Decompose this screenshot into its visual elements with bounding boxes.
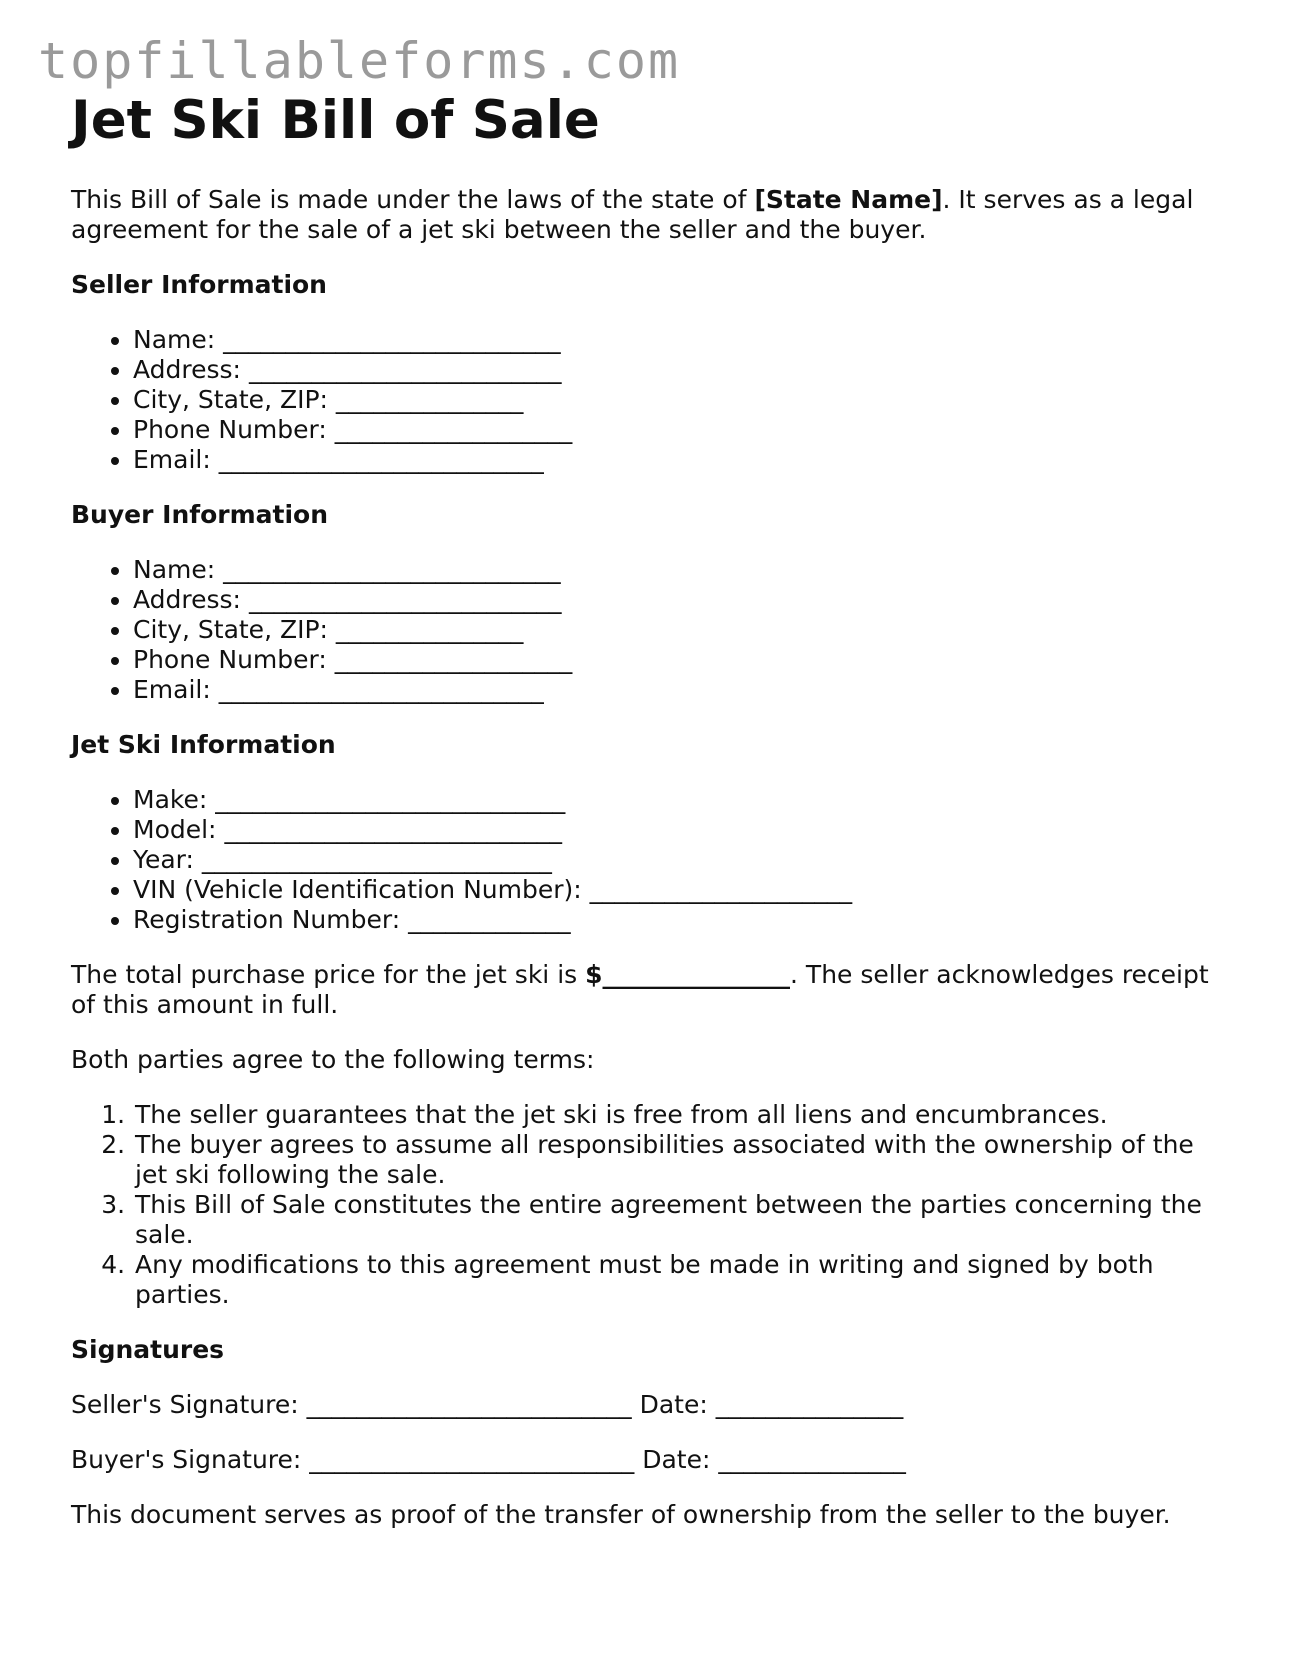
buyer-signature-line[interactable]: Buyer's Signature: __________________________ Date: _______________ bbox=[71, 1445, 906, 1474]
term-item: 1. The seller guarantees that the jet ski is free from all liens and encumbrances. bbox=[133, 1100, 1231, 1130]
jetski-make-field bbox=[133, 785, 1231, 815]
seller-signature-line[interactable]: Seller's Signature: __________________________ Date: _______________ bbox=[71, 1390, 904, 1419]
seller-city-state-zip-field bbox=[133, 385, 1231, 415]
jetski-heading: Jet Ski Information bbox=[71, 730, 336, 759]
intro-prefix: This Bill of Sale is made under the laws of the state of bbox=[71, 185, 755, 214]
seller-email-blank[interactable]: __________________________ bbox=[218, 445, 544, 474]
buyer-city-state-zip-field bbox=[133, 615, 1231, 645]
buyer-name-field bbox=[133, 555, 1231, 585]
field-label: Name: bbox=[133, 325, 224, 354]
term-item: 4. Any modifications to this agreement must be made in writing and signed by both parties. bbox=[133, 1250, 1231, 1310]
term-item: 2. The buyer agrees to assume all responsibilities associated with the ownership of the jet ski following the sale. bbox=[133, 1130, 1231, 1190]
buyer-fields-list bbox=[71, 555, 1231, 705]
price-suffix: . The seller acknowledges receipt of this amount in full. bbox=[71, 960, 1209, 1019]
seller-phone-blank[interactable]: ___________________ bbox=[334, 415, 573, 444]
seller-heading: Seller Information bbox=[71, 270, 327, 299]
buyer-email-blank[interactable]: __________________________ bbox=[218, 675, 544, 704]
price-paragraph bbox=[71, 960, 1231, 1020]
buyer-phone-field bbox=[133, 645, 1231, 675]
field-label: Address: bbox=[133, 355, 249, 384]
field-label: Email: bbox=[133, 445, 219, 474]
buyer-city-state-zip-blank[interactable]: _______________ bbox=[335, 615, 524, 644]
buyer-email-field bbox=[133, 675, 1231, 705]
buyer-address-field bbox=[133, 585, 1231, 615]
seller-city-state-zip-blank[interactable]: _______________ bbox=[335, 385, 524, 414]
signatures-heading: Signatures bbox=[71, 1335, 225, 1364]
seller-name-field bbox=[133, 325, 1231, 355]
buyer-name-blank[interactable]: ___________________________ bbox=[223, 555, 561, 584]
seller-address-field bbox=[133, 355, 1231, 385]
closing-statement: This document serves as proof of the transfer of ownership from the seller to the buyer. bbox=[71, 1500, 1171, 1529]
field-label: Model: bbox=[133, 815, 225, 844]
jetski-year-blank[interactable]: ____________________________ bbox=[201, 845, 552, 874]
price-amount-blank[interactable]: $_______________ bbox=[585, 960, 791, 989]
state-name-placeholder: [State Name] bbox=[754, 185, 943, 214]
buyer-heading: Buyer Information bbox=[71, 500, 329, 529]
jetski-registration-field bbox=[133, 905, 1231, 935]
jetski-make-blank[interactable]: ____________________________ bbox=[215, 785, 566, 814]
field-label: Name: bbox=[133, 555, 224, 584]
page-title: Jet Ski Bill of Sale bbox=[71, 90, 600, 151]
seller-phone-field bbox=[133, 415, 1231, 445]
field-label: Address: bbox=[133, 585, 249, 614]
seller-address-blank[interactable]: _________________________ bbox=[248, 355, 562, 384]
field-label: Phone Number: bbox=[133, 645, 335, 674]
intro-paragraph bbox=[71, 185, 1231, 245]
document-body bbox=[71, 185, 1231, 1555]
jetski-fields-list bbox=[71, 785, 1231, 935]
field-label: VIN (Vehicle Identification Number): bbox=[133, 875, 590, 904]
field-label: Registration Number: bbox=[133, 905, 409, 934]
price-prefix: The total purchase price for the jet ski is bbox=[71, 960, 586, 989]
seller-name-blank[interactable]: ___________________________ bbox=[223, 325, 561, 354]
buyer-phone-blank[interactable]: ___________________ bbox=[334, 645, 573, 674]
field-label: Phone Number: bbox=[133, 415, 335, 444]
field-label: Email: bbox=[133, 675, 219, 704]
terms-intro: Both parties agree to the following terms: bbox=[71, 1045, 595, 1074]
jetski-model-blank[interactable]: ___________________________ bbox=[224, 815, 562, 844]
jetski-year-field bbox=[133, 845, 1231, 875]
jetski-model-field bbox=[133, 815, 1231, 845]
term-item: 3. This Bill of Sale constitutes the entire agreement between the parties concerning the sale. bbox=[133, 1190, 1231, 1250]
buyer-address-blank[interactable]: _________________________ bbox=[248, 585, 562, 614]
field-label: City, State, ZIP: bbox=[133, 385, 336, 414]
terms-list bbox=[71, 1100, 1231, 1310]
field-label: Make: bbox=[133, 785, 216, 814]
jetski-vin-field bbox=[133, 875, 1231, 905]
seller-email-field bbox=[133, 445, 1231, 475]
field-label: Year: bbox=[133, 845, 202, 874]
intro-suffix: . It serves as a legal agreement for the sale of a jet ski between the seller and the buyer. bbox=[71, 185, 1194, 244]
seller-fields-list bbox=[71, 325, 1231, 475]
field-label: City, State, ZIP: bbox=[133, 615, 336, 644]
jetski-vin-blank[interactable]: _____________________ bbox=[589, 875, 853, 904]
site-watermark: topfillableforms.com bbox=[38, 32, 681, 90]
jetski-registration-blank[interactable]: _____________ bbox=[408, 905, 571, 934]
